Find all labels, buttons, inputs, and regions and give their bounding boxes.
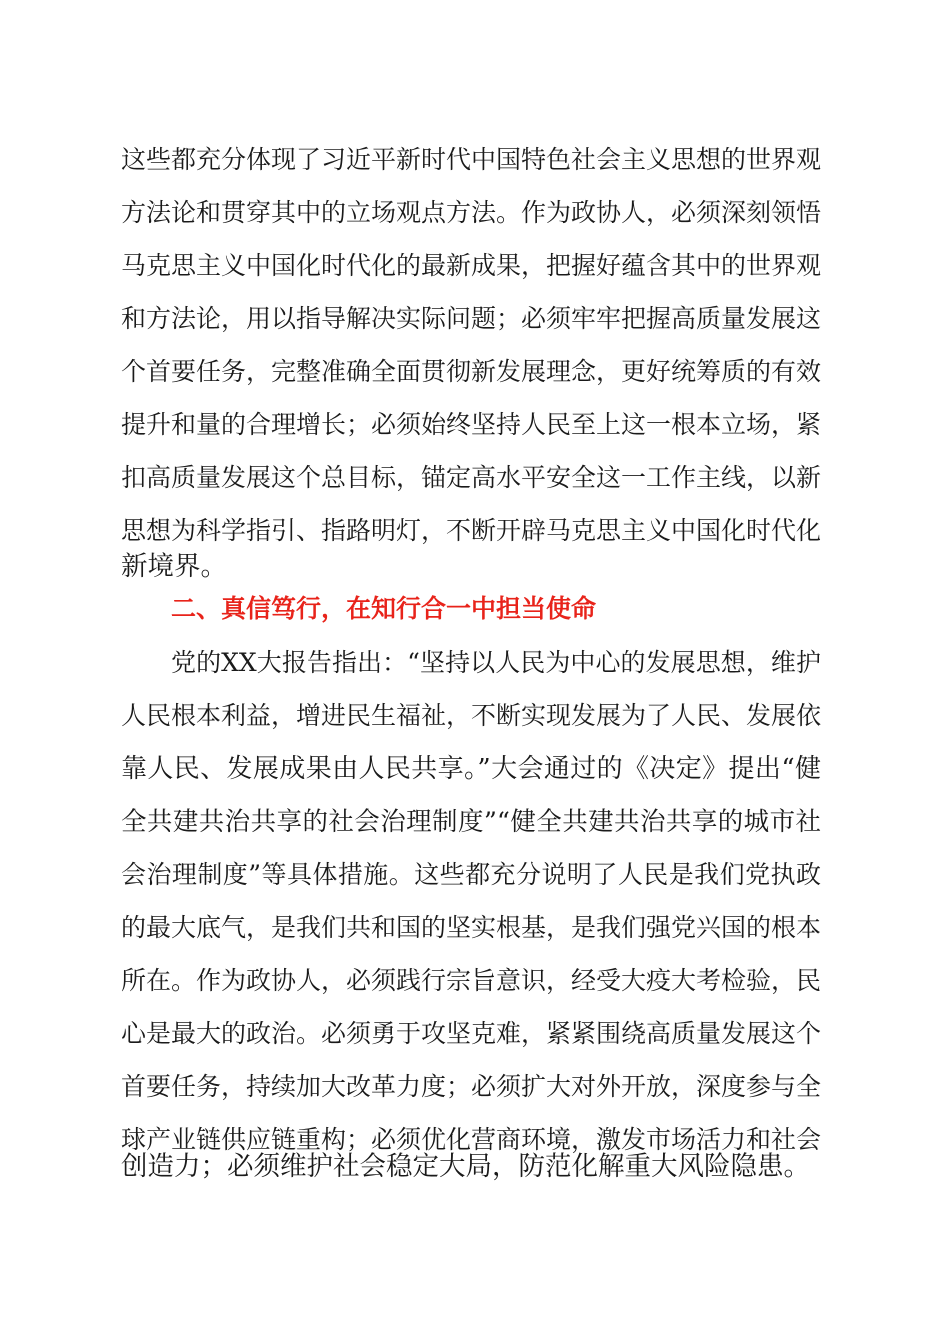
paragraph-line: 首要任务，持续加大改革力度；必须扩大对外开放，深度参与全 — [121, 1072, 822, 1101]
paragraph-line: 马克思主义中国化时代化的最新成果，把握好蕴含其中的世界观 — [121, 251, 822, 280]
paragraph-line: 创造力；必须维护社会稳定大局，防范化解重大风险隐患。 — [121, 1151, 810, 1182]
paragraph-line: 新境界。 — [121, 551, 227, 582]
paragraph-line: 个首要任务，完整准确全面贯彻新发展理念，更好统筹质的有效 — [121, 357, 822, 386]
paragraph-line: 扣高质量发展这个总目标，锚定高水平安全这一工作主线，以新 — [121, 463, 822, 492]
paragraph-line: 和方法论，用以指导解决实际问题；必须牢牢把握高质量发展这 — [121, 304, 822, 333]
paragraph-line: 会治理制度”等具体措施。这些都充分说明了人民是我们党执政 — [121, 860, 821, 889]
paragraph-line: 心是最大的政治。必须勇于攻坚克难，紧紧围绕高质量发展这个 — [121, 1019, 822, 1048]
paragraph-line: 提升和量的合理增长；必须始终坚持人民至上这一根本立场，紧 — [121, 410, 822, 439]
paragraph-line: 的最大底气，是我们共和国的坚实根基，是我们强党兴国的根本 — [121, 913, 822, 942]
paragraph-line: 方法论和贯穿其中的立场观点方法。作为政协人，必须深刻领悟 — [121, 198, 822, 227]
paragraph-line: 靠人民、发展成果由人民共享。”大会通过的《决定》提出“健 — [121, 754, 821, 784]
paragraph-line: 党的XX大报告指出：“坚持以人民为中心的发展思想，维护 — [171, 648, 821, 677]
paragraph-line: 球产业链供应链重构；必须优化营商环境，激发市场活力和社会 — [121, 1125, 822, 1154]
paragraph-line: 思想为科学指引、指路明灯，不断开辟马克思主义中国化时代化 — [121, 516, 822, 545]
paragraph-line: 这些都充分体现了习近平新时代中国特色社会主义思想的世界观 — [121, 145, 822, 174]
section-heading: 二、真信笃行，在知行合一中担当使命 — [171, 594, 597, 623]
paragraph-line: 全共建共治共享的社会治理制度”“健全共建共治共享的城市社 — [121, 807, 821, 837]
paragraph-line: 人民根本利益，增进民生福祉，不断实现发展为了人民、发展依 — [121, 701, 822, 730]
paragraph-line: 所在。作为政协人，必须践行宗旨意识，经受大疫大考检验，民 — [121, 966, 822, 995]
